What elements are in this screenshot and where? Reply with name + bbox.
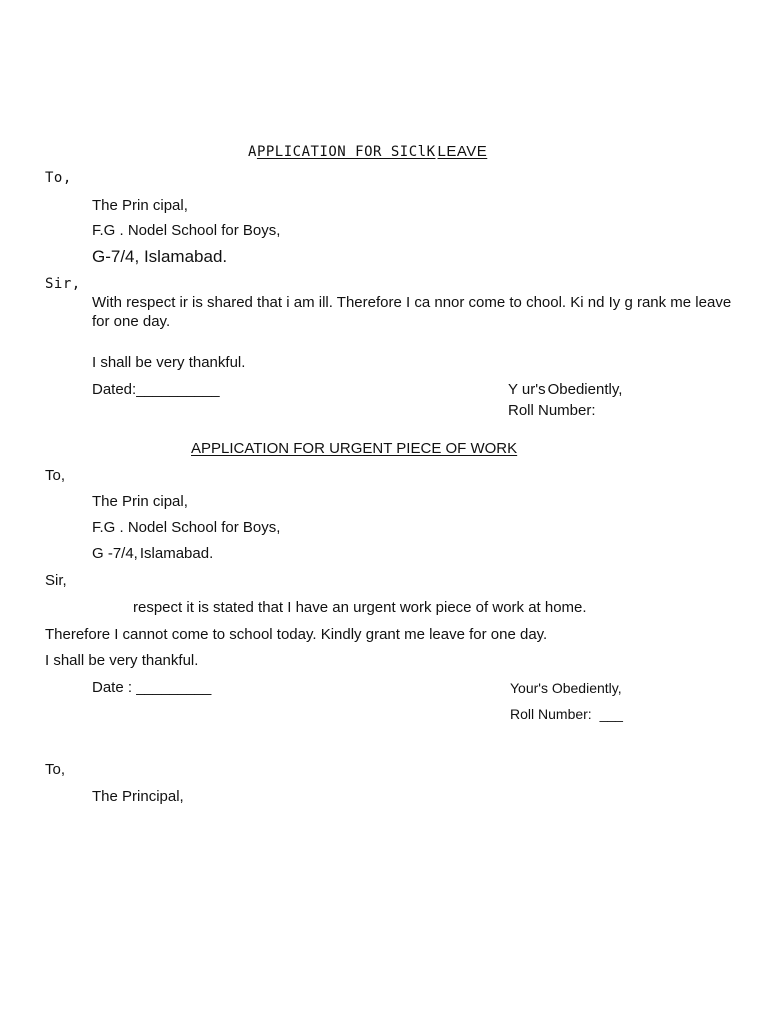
letter2-city [92, 546, 213, 561]
letter1-closing: I shall be very thankful. [92, 354, 246, 371]
letter2-addressee: The Prin cipal, [92, 493, 188, 510]
letter2-roll-number [510, 707, 623, 721]
letter1-title-initial: A [248, 144, 257, 160]
letter2-school: F.G . Nodel School for Boys, [92, 519, 281, 536]
letter1-salutation: Sir, [45, 276, 81, 292]
letter1-signoff-obediently: Obediently, [547, 381, 623, 398]
letter2-salutation: Sir, [45, 572, 67, 589]
letter1-addressee: The Prin cipal, [92, 197, 188, 214]
letter2-date-label: Date : [92, 679, 133, 696]
letter2-body-line1: respect it is stated that I have an urgent work piece of work at home. [133, 599, 587, 616]
letter1-to: To, [45, 170, 72, 186]
letter2-city-code: G -7/4, [92, 545, 138, 562]
letter2-signoff: Your's Obediently, [510, 680, 622, 696]
letter1-dated [92, 382, 220, 397]
letter2-closing: I shall be very thankful. [45, 652, 199, 669]
letter1-body: With respect ir is shared that i am ill. Therefore I ca nnor come to chool. Ki nd Iy g rank me leave for one day. [92, 294, 732, 330]
letter2-title: APPLICATION FOR URGENT PIECE OF WORK [191, 440, 518, 457]
letter2-body-line2: Therefore I cannot come to school today. Kindly grant me leave for one day. [45, 626, 548, 643]
letter1-title [248, 144, 487, 159]
letter2-roll-blank: ___ [599, 706, 623, 722]
letter2-to: To, [45, 467, 66, 484]
letter3-to: To, [45, 761, 66, 778]
letter2-roll-label: Roll Number: [510, 706, 592, 722]
letter2-date-blank: _________ [136, 679, 212, 696]
letter1-school: F.G . Nodel School for Boys, [92, 222, 281, 239]
letter2-city-name: Islamabad. [139, 545, 214, 562]
letter2-date [92, 680, 211, 695]
letter1-title-end: LEAVE [437, 143, 488, 160]
letter1-dated-blank: __________ [136, 381, 220, 398]
letter3-addressee: The Principal, [92, 788, 184, 805]
letter1-signoff-yours: Y ur's [508, 381, 546, 398]
letter1-city: G-7/4, Islamabad. [92, 247, 228, 266]
letter1-dated-label: Dated: [92, 381, 137, 398]
letter1-roll-number: Roll Number: [508, 402, 596, 419]
letter1-signoff [508, 382, 622, 397]
letter1-title-main: PPLICATION FOR SIClK [256, 144, 436, 160]
